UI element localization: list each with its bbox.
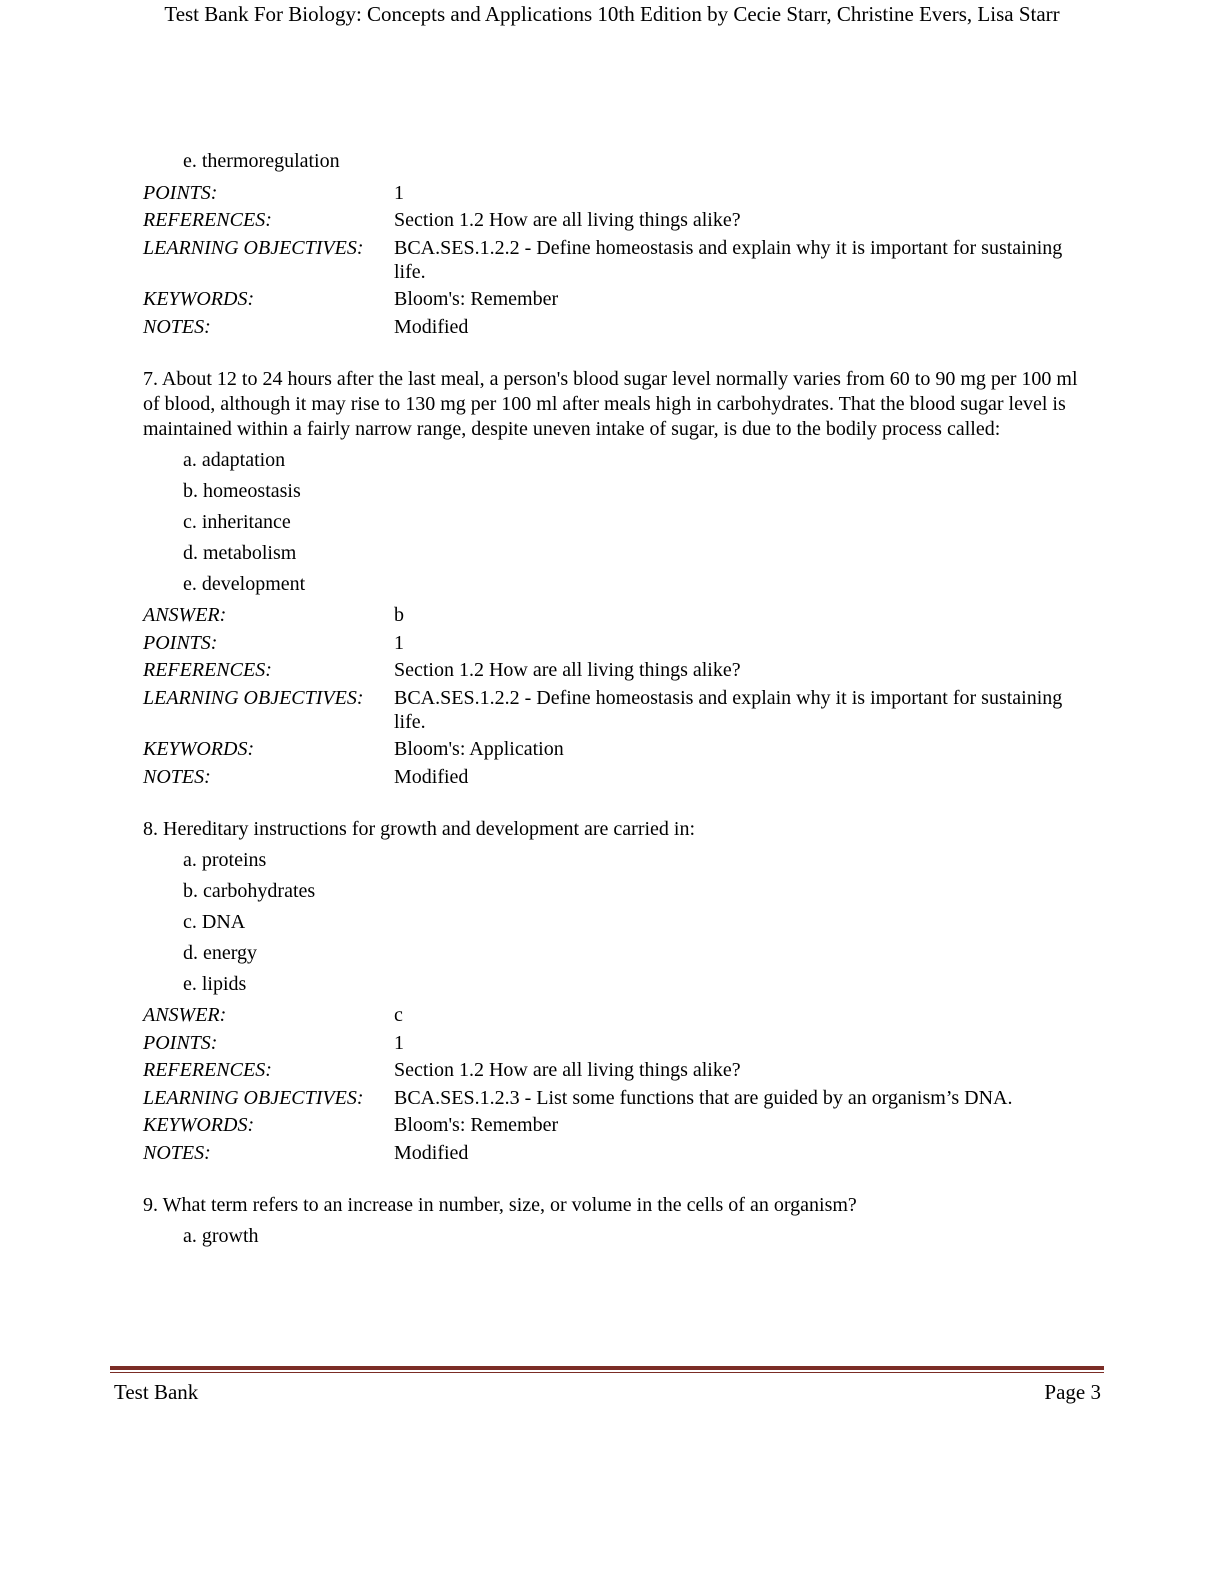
meta-value: Section 1.2 How are all living things alike? xyxy=(394,1059,741,1081)
meta-value: c xyxy=(394,1004,403,1026)
meta-label: REFERENCES: xyxy=(143,659,272,681)
meta-row-references xyxy=(143,208,1083,232)
question-8 xyxy=(143,817,1083,1165)
meta-value: Bloom's: Application xyxy=(394,738,564,760)
meta-value: 1 xyxy=(394,1031,404,1054)
answer-choice: c. DNA xyxy=(183,910,246,933)
answer-choice: c. inheritance xyxy=(183,510,291,533)
answer-choice: d. metabolism xyxy=(183,541,297,564)
answer-choice: e. lipids xyxy=(183,972,247,995)
meta-value: Bloom's: Remember xyxy=(394,288,559,310)
meta-value: 1 xyxy=(394,181,404,204)
meta-value: BCA.SES.1.2.2 - Define homeostasis and explain why it is important for sustaining life. xyxy=(394,686,1063,733)
meta-label: LEARNING OBJECTIVES: xyxy=(143,1086,364,1109)
meta-row-notes xyxy=(143,315,1083,339)
answer-choice: b. homeostasis xyxy=(183,479,301,502)
meta-label: NOTES: xyxy=(143,765,211,788)
meta-value: 1 xyxy=(394,631,404,654)
meta-value: Section 1.2 How are all living things alike? xyxy=(394,659,741,681)
meta-row-keywords xyxy=(143,737,1083,761)
question-9 xyxy=(143,1193,1083,1252)
answer-choice: d. energy xyxy=(183,941,258,964)
meta-label: NOTES: xyxy=(143,1141,211,1164)
question-7 xyxy=(143,367,1083,789)
meta-row-notes xyxy=(143,765,1083,789)
question-carryover xyxy=(143,146,1083,339)
page-content xyxy=(143,146,1083,1280)
meta-label: REFERENCES: xyxy=(143,1059,272,1081)
meta-row-answer xyxy=(143,1003,1083,1027)
meta-label: NOTES: xyxy=(143,315,211,338)
running-header: Test Bank For Biology: Concepts and Applications 10th Edition by Cecie Starr, Christine Evers, Lisa Starr xyxy=(164,2,1060,26)
meta-label: KEYWORDS: xyxy=(143,1114,255,1136)
answer-choice: a. growth xyxy=(183,1224,259,1247)
meta-row-references xyxy=(143,1058,1083,1082)
meta-value: BCA.SES.1.2.2 - Define homeostasis and explain why it is important for sustaining life. xyxy=(394,236,1063,283)
answer-choice: e. development xyxy=(183,572,306,595)
meta-label: POINTS: xyxy=(143,181,218,204)
meta-row-learning-objectives xyxy=(143,686,1083,734)
meta-value: Modified xyxy=(394,765,469,788)
meta-row-notes xyxy=(143,1141,1083,1165)
footer-divider xyxy=(110,1366,1104,1370)
meta-row-points xyxy=(143,181,1083,205)
answer-choice: a. adaptation xyxy=(183,448,286,471)
meta-label: REFERENCES: xyxy=(143,209,272,231)
meta-value: Bloom's: Remember xyxy=(394,1114,559,1136)
meta-row-keywords xyxy=(143,287,1083,311)
meta-label: KEYWORDS: xyxy=(143,738,255,760)
meta-value: BCA.SES.1.2.3 - List some functions that are guided by an organism’s DNA. xyxy=(394,1086,1013,1109)
meta-value: Modified xyxy=(394,315,469,338)
meta-value: b xyxy=(394,604,404,626)
meta-row-points xyxy=(143,1031,1083,1055)
answer-choice: a. proteins xyxy=(183,848,267,871)
question-stem: 8. Hereditary instructions for growth and development are carried in: xyxy=(143,817,696,840)
answer-choice: b. carbohydrates xyxy=(183,879,316,902)
meta-value: Modified xyxy=(394,1141,469,1164)
meta-label: ANSWER: xyxy=(143,1004,227,1026)
meta-label: LEARNING OBJECTIVES: xyxy=(143,686,364,709)
footer-label: Test Bank xyxy=(114,1380,199,1404)
meta-row-answer xyxy=(143,603,1083,627)
meta-label: LEARNING OBJECTIVES: xyxy=(143,236,364,259)
answer-choice: e. thermoregulation xyxy=(183,150,340,172)
meta-label: ANSWER: xyxy=(143,604,227,626)
footer-divider-thin xyxy=(110,1372,1104,1373)
question-stem: 9. What term refers to an increase in number, size, or volume in the cells of an organism? xyxy=(143,1193,857,1216)
meta-row-learning-objectives xyxy=(143,1086,1083,1110)
meta-value: Section 1.2 How are all living things alike? xyxy=(394,209,741,231)
meta-row-learning-objectives xyxy=(143,236,1083,284)
meta-label: KEYWORDS: xyxy=(143,288,255,310)
page-number: Page 3 xyxy=(1044,1380,1101,1404)
meta-row-points xyxy=(143,631,1083,655)
meta-label: POINTS: xyxy=(143,631,218,654)
question-stem: 7. About 12 to 24 hours after the last meal, a person's blood sugar level normally varies from 60 to 90 mg per 100 ml of blood, although it may rise to 130 mg per 100 ml after meals high in carbohydrates. That the blood sugar level is maintained within a fairly narrow range, despite uneven intake of sugar, is due to the bodily process called: xyxy=(143,367,1078,440)
meta-row-keywords xyxy=(143,1113,1083,1137)
meta-label: POINTS: xyxy=(143,1031,218,1054)
meta-row-references xyxy=(143,658,1083,682)
